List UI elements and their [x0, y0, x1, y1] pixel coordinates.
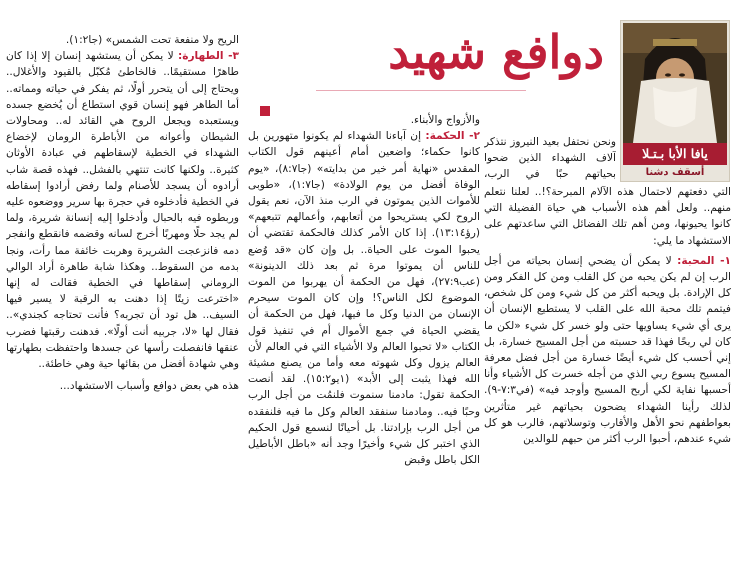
- love-paragraph: [484, 253, 731, 447]
- wisdom-paragraph: [248, 128, 480, 468]
- left-opening-line: الريح ولا منفعة تحت الشمس» (جا١:٢).: [65, 34, 239, 46]
- author-portrait-image: [623, 23, 727, 143]
- article-header: [290, 20, 612, 100]
- right-column: [484, 184, 731, 564]
- column-label: يافا الأبا بـتـلا: [623, 143, 727, 165]
- author-name: أسقف دشنا: [645, 167, 705, 178]
- purity-heading: ٣- الطهارة:: [177, 50, 239, 63]
- wisdom-heading: ٢- الحكمة:: [425, 130, 480, 143]
- purity-text: لا يمكن أن يستشهد إنسان إلا إذا كان طاهرًا مستقيمًا.. فالخاطئ مُكبّل بالقيود والأغلال.. ويحتاج إلى أن يتحرر أولًا، ثم يفكر في حياته ومماته.. أما الطاهر فهو إنسان قوي استطاع أن يُخضع جسده ويستعبده ويجعل الروح هي القائد له.. ومحاولات الشيطان وأعوانه من الأباطرة الرومان لإخضاع الشهداء في الخطية لإسقاطهم في عبادة الأوثان كثيرة.. ولكنها كانت تنتهي بالفشل.. فهذه قصة شاب أرادوه أن يسجد للأصنام ولما رفض أرادوا إسقاطه في الخطية فأدخلوه في حجرة بها سرير ووضعوه عليه وربطوه فيه بالحبال وأدخلوا إليه إنسانة شريرة، ولما لم يجد حلًا ومهربًا أخرج لسانه وقضمه فانقطع وانفجر دمه فانزعجت الشريرة وهربت خائفة مما رأت، ونجا بدمه من السقوط.. وهكذا شابة طاهرة أراد الوالي الروماني إسقاطها في الخطية فقالت له إنها «اخترعت زيتًا إذا دهنت به الرقبة لا يسير فيها السيف.. هل تود أن تجربه؟ فأنت تحتاجه كجندي».. فقال لها «لا، جربيه أنت أولًا». فدهنت رقبتها فضرب عنقها فانفصلت رأسها عن جسدها واحتفظت بطهارتها وهي شهادة أفضل من بقائها حية وهي خاطئة..: [6, 50, 239, 371]
- title-underline: [316, 90, 526, 91]
- mid-opening-line: والأزواج والأبناء.: [410, 114, 480, 126]
- left-column: [6, 32, 239, 564]
- closing-line: هذه هي بعض دوافع وأسباب الاستشهاد...: [59, 380, 239, 393]
- intro-body-paragraph: التي دفعتهم لاحتمال هذه الآلام المبرحة؟!.. لعلنا نتعلم منهم.. ولعل أهم هذه الأسباب هي حياة الفضيلة التي كانوا يحيونها، ومن أهم تلك الفضائل التي ساعدتهم على الاستشهاد ما يلي:: [484, 186, 731, 247]
- intro-text-block: [484, 134, 616, 182]
- love-text: لا يمكن أن يضحي إنسان بحياته من أجل الرب إن لم يكن يحبه من كل القلب ومن كل الفكر ومن كل الإرادة. بل ويحبه أكثر من كل شيء ومن كل شخص، فيتمم تلك محبة الله على القلب لا يستطيع الإنسان أن يرى أي شيء يساويها حتى ولو خسر كل شيء «لكن ما كان لي ربحًا فهذا قد حسبته من أجل المسيح خسارة، بل إني أحسب كل شيء أيضًا خسارة من أجل فضل معرفة المسيح يسوع ربي الذي من أجله خسرت كل الأشياء وأنا أحسبها نفاية لكي أربح المسيح وأوجد فيه» (في٧:٣-٩). لذلك رأينا الشهداء يضحون بحياتهم غير متأثرين بعواطفهم نحو الأهل والأقارب وتوسلاتهم، فالرب هو كل شيء عندهم، أحبوا الرب أكثر من حبهم للوالدين: [484, 254, 731, 446]
- author-photo-card: [620, 20, 730, 182]
- middle-column: [248, 112, 480, 564]
- wisdom-text: إن آباءنا الشهداء لم يكونوا متهورين بل كانوا حكماء؛ واضعين أمام أعينهم قول الكتاب المقدس «نهاية أمر خير من بدايته» (جا٨:٧)، «يوم الوفاة أفضل من يوم الولادة» (جا١:٧)، «طوبى للأموات الذين يموتون في الرب منذ الآن، نعم يقول الروح لكي يستريحوا من أتعابهم، وأعمالهم تتبعهم» (رؤ١٣:١٤). إذا كان الأمر كذلك فالحكمة تقتضي أن يحبوا الموت على الحياة.. بل وإن كان «قد وُضع للناس أن يموتوا مرة ثم بعد ذلك الدينونة» (عب٢٧:٩)، فهل من الحكمة أن يهربوا من الموت الموضوع لكل الناس؟! وإن كان الموت سيحرم الإنسان من الدنيا وكل ما فيها، فهل من الحكمة أن يقضي الحياة في جمع الأموال أم في تنفيذ قول الكتاب «لا تحبوا العالم ولا الأشياء التي في العالم لأن العالم يزول وكل شهوته معه وأما من يصنع مشيئة الله فهذا يثبت إلى الأبد» (١يو١٥:٢). لقد أنصت الحكمة تقول: مادمنا سنموت فلنمُت من أجل الرب وحبًا فيه.. ومادمنا سنفقد العالم وكل ما فيه فلنفقده من أجل الرب بإرادتنا. بل أحيانًا لنسمع قول الحكيم الذي اختبر كل شيء وأخيرًا وجد أنه «باطل الأباطيل الكل باطل وقبض: [248, 130, 480, 467]
- love-heading: ١- المحبة:: [677, 254, 731, 267]
- article-title: دوافع شهيد: [388, 25, 604, 79]
- purity-paragraph: [6, 48, 239, 372]
- intro-paragraph: ونحن نحتفل بعيد النيروز نتذكر آلاف الشهداء الذين ضحوا بحياتهم حبًا في الرب،: [484, 136, 616, 181]
